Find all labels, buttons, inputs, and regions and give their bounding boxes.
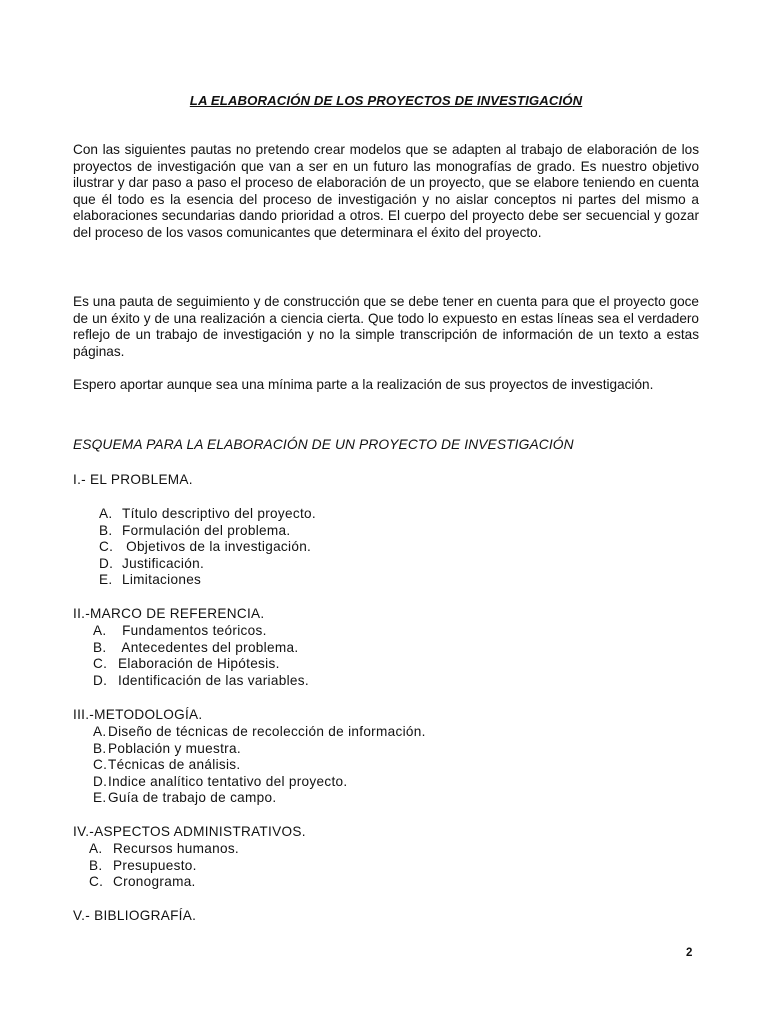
list-item-text: Cronograma. — [113, 874, 196, 890]
list-marker: B. — [93, 639, 107, 655]
list-item — [93, 757, 426, 774]
document-title: LA ELABORACIÓN DE LOS PROYECTOS DE INVESTIGACIÓN — [189, 93, 583, 108]
section-list-problema — [99, 506, 316, 589]
section-heading-problema: I.- EL PROBLEMA. — [73, 472, 193, 487]
list-item-text: Indice analítico tentativo del proyecto. — [108, 773, 348, 789]
list-marker: A. — [93, 623, 107, 638]
list-item-text: Población y muestra. — [108, 740, 241, 756]
list-marker: B. — [99, 522, 113, 538]
list-item-text: Título descriptivo del proyecto. — [122, 506, 316, 521]
list-item-text: Presupuesto. — [113, 857, 197, 873]
section-list-marco — [93, 623, 309, 689]
list-item — [93, 673, 309, 690]
list-item — [89, 858, 239, 875]
list-marker: D. — [99, 555, 114, 571]
section-heading-marco: II.-MARCO DE REFERENCIA. — [73, 606, 265, 621]
list-marker: C. — [93, 757, 108, 773]
list-item-text: Antecedentes del problema. — [118, 639, 299, 655]
scheme-title: ESQUEMA PARA LA ELABORACIÓN DE UN PROYECTO DE INVESTIGACIÓN — [73, 437, 574, 452]
list-marker: C. — [93, 656, 108, 672]
list-item — [89, 841, 239, 858]
section-list-metodologia — [93, 724, 426, 807]
list-item-text: Justificación. — [122, 555, 205, 571]
list-marker: C. — [89, 874, 104, 890]
list-marker: B. — [93, 740, 107, 756]
list-marker: D. — [93, 672, 108, 688]
list-item — [93, 790, 426, 807]
section-heading-metodologia: III.-METODOLOGÍA. — [73, 707, 203, 722]
list-item-text: Elaboración de Hipótesis. — [118, 656, 280, 672]
list-item-text: Objetivos de la investigación. — [122, 539, 312, 555]
list-item — [93, 640, 309, 657]
list-item — [93, 741, 426, 758]
list-item — [99, 506, 316, 523]
page-number: 2 — [686, 947, 693, 959]
section-heading-administrativos: IV.-ASPECTOS ADMINISTRATIVOS. — [73, 824, 306, 839]
list-marker: E. — [99, 572, 113, 588]
list-item — [99, 523, 316, 540]
list-item-text: Limitaciones — [122, 572, 202, 588]
list-item-text: Identificación de las variables. — [118, 672, 309, 688]
list-item — [99, 572, 316, 589]
list-item-text: Recursos humanos. — [113, 841, 239, 856]
list-item — [93, 724, 426, 741]
list-item — [99, 539, 316, 556]
list-item-text: Diseño de técnicas de recolección de información. — [108, 724, 426, 739]
list-marker: D. — [93, 773, 108, 789]
list-marker: A. — [89, 841, 103, 856]
list-item-text: Técnicas de análisis. — [108, 757, 241, 773]
list-item-text: Fundamentos teóricos. — [118, 623, 267, 638]
list-item — [93, 774, 426, 791]
list-marker: E. — [93, 790, 107, 806]
guideline-paragraph: Es una pauta de seguimiento y de construcción que se debe tener en cuenta para que el proyecto goce de un éxito y de una realización a ciencia cierta. Que todo lo expuesto en estas líneas sea el verdadero reflejo de un trabajo de investigación y no la simple transcripción de información de un texto a estas páginas. — [73, 294, 699, 359]
list-marker: B. — [89, 857, 103, 873]
list-item-text: Guía de trabajo de campo. — [108, 790, 277, 806]
list-marker: A. — [99, 506, 113, 521]
list-item — [93, 623, 309, 640]
list-item-text: Formulación del problema. — [122, 522, 291, 538]
section-heading-bibliografia: V.- BIBLIOGRAFÍA. — [73, 908, 197, 923]
list-item — [99, 556, 316, 573]
section-list-administrativos — [89, 841, 239, 891]
list-item — [89, 874, 239, 891]
intro-paragraph: Con las siguientes pautas no pretendo crear modelos que se adapten al trabajo de elaboración de los proyectos de investigación que van a ser en un futuro las monografías de grado. Es nuestro objetivo ilustrar y dar paso a paso el proceso de elaboración de un proyecto, que se elabore teniendo en cuenta que él todo es la esencia del proceso de investigación y no aislar conceptos ni partes del mismo a elaboraciones secundarias dando prioridad a otros. El cuerpo del proyecto debe ser secuencial y gozar del proceso de los vasos comunicantes que determinara el éxito del proyecto. — [73, 142, 699, 240]
closing-paragraph: Espero aportar aunque sea una mínima parte a la realización de sus proyectos de investigación. — [73, 377, 654, 392]
list-marker: A. — [93, 724, 107, 739]
list-marker: C. — [99, 539, 114, 555]
list-item — [93, 656, 309, 673]
